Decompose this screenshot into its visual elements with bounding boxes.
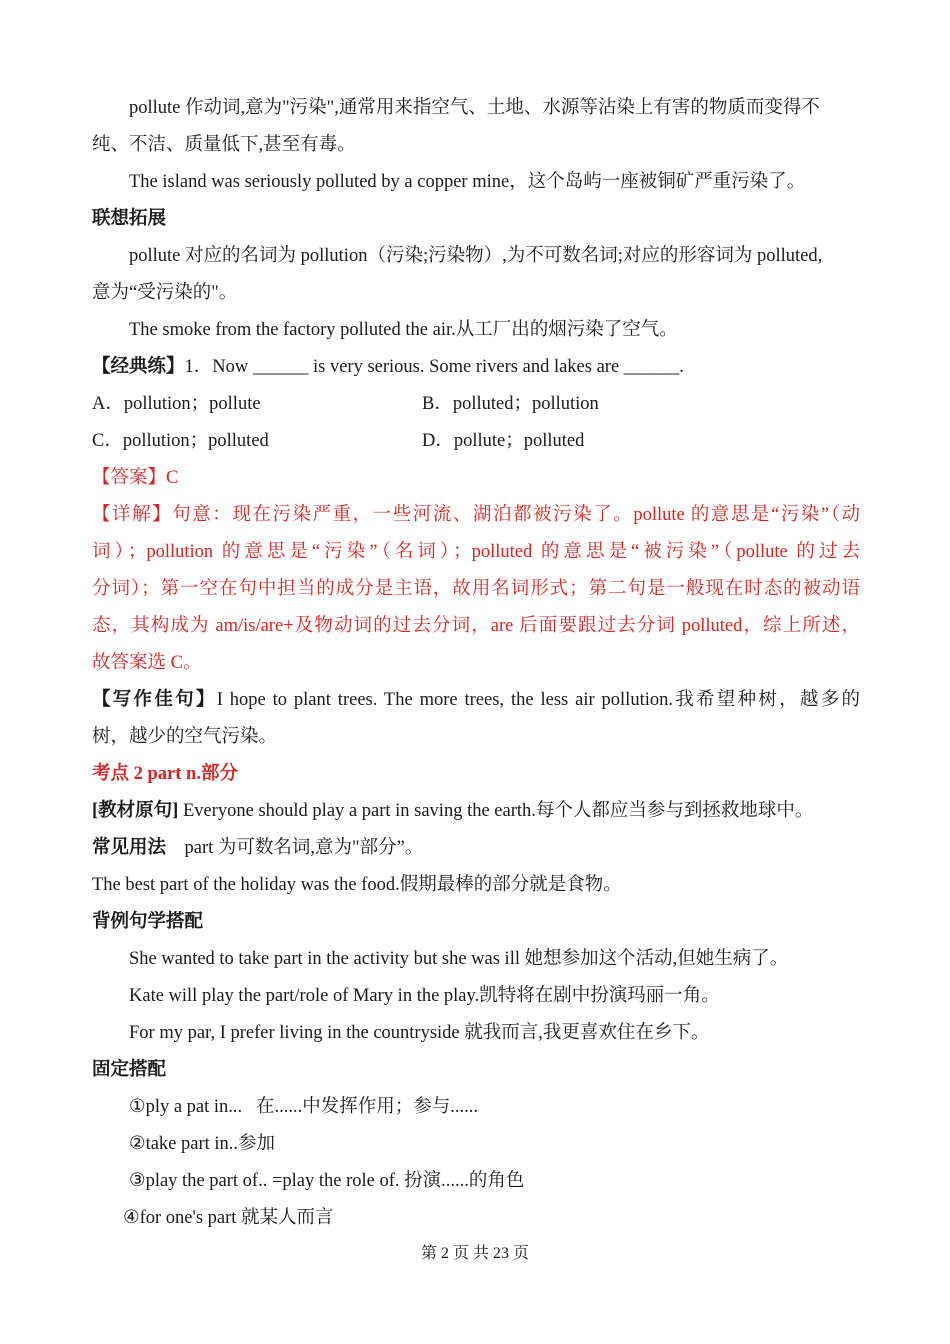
paragraph-line: 纯、不洁、质量低下,甚至有毒。 (92, 135, 356, 155)
example-sentence: The smoke from the factory polluted the air.从工厂出的烟污染了空气。 (129, 320, 678, 340)
usage-example: The best part of the holiday was the food.假期最棒的部分就是食物。 (92, 875, 622, 895)
example-sentence: For my par, I prefer living in the countryside 就我而言,我更喜欢住在乡下。 (129, 1023, 710, 1043)
section-heading: 固定搭配 (92, 1060, 167, 1080)
exercise-question (92, 349, 860, 386)
source-text: Everyone should play a part in saving the earth.每个人都应当参与到拯救地球中。 (178, 801, 814, 821)
document-page (92, 90, 860, 1237)
section-heading: 背例句学搭配 (92, 912, 204, 932)
option-c: C．pollution；polluted (92, 431, 269, 451)
source-tag: [教材原句] (92, 801, 179, 821)
explanation-line: 词）；pollution 的意思是“污染”（名词）；polluted 的意思是“被污染”（pollute 的过去 (92, 542, 860, 562)
explanation-line: 态，其构成为 am/is/are+及物动词的过去分词，are 后面要跟过去分词 polluted，综上所述， (92, 616, 860, 636)
paragraph-line: pollute 对应的名词为 pollution（污染;污染物）,为不可数名词;对应的形容词为 polluted, (129, 246, 823, 266)
collocation-item: ①ply a pat in... 在......中发挥作用；参与...... (129, 1097, 479, 1117)
example-sentence: The island was seriously polluted by a copper mine，这个岛屿一座被铜矿严重污染了。 (129, 172, 806, 192)
writing-tag: 【写作佳句】 (92, 690, 217, 710)
usage-tag: 常见用法 (92, 838, 167, 858)
option-row (92, 386, 860, 423)
explanation-line: 【详解】句意：现在污染严重，一些河流、湖泊都被污染了。pollute 的意思是“污染”（动 (92, 505, 860, 525)
collocation-item: ②take part in..参加 (129, 1134, 276, 1154)
example-sentence: She wanted to take part in the activity but she was ill 她想参加这个活动,但她生病了。 (129, 949, 789, 969)
section-heading: 联想拓展 (92, 209, 167, 229)
explanation-line: 故答案选 C。 (92, 653, 202, 673)
option-row (92, 423, 860, 460)
writing-sentence: 树，越少的空气污染。 (92, 727, 278, 747)
paragraph-line: pollute 作动词,意为"污染",通常用来指空气、土地、水源等沾染上有害的物质而变得不 (129, 98, 820, 118)
option-d: D．pollute；polluted (422, 431, 585, 451)
source-sentence (92, 793, 860, 830)
page-footer: 第 2 页 共 23 页 (420, 1245, 529, 1262)
question-text: 1．Now ______ is very serious. Some rivers and lakes are ______. (184, 357, 684, 377)
option-b: B．polluted；pollution (422, 394, 599, 414)
writing-sentence (92, 682, 860, 719)
exercise-tag: 【经典练】 (92, 357, 185, 377)
collocation-item: ③play the part of.. =play the role of. 扮演......的角色 (129, 1171, 525, 1191)
usage-text: part 为可数名词,意为"部分”。 (166, 838, 424, 858)
writing-text: I hope to plant trees. The more trees, the less air pollution.我希望种树，越多的 (216, 690, 860, 710)
explanation-line: 分词）；第一空在句中担当的成分是主语，故用名词形式；第二句是一般现在时态的被动语 (92, 579, 860, 599)
point-title: 考点 2 part n.部分 (92, 764, 238, 784)
option-a: A．pollution；pollute (92, 394, 261, 414)
paragraph-line: 意为“受污染的"。 (92, 283, 238, 303)
answer-line: 【答案】C (92, 468, 179, 488)
collocation-item: ④for one's part 就某人而言 (123, 1208, 334, 1228)
example-sentence: Kate will play the part/role of Mary in the play.凯特将在剧中扮演玛丽一角。 (129, 986, 720, 1006)
usage-line (92, 830, 860, 867)
